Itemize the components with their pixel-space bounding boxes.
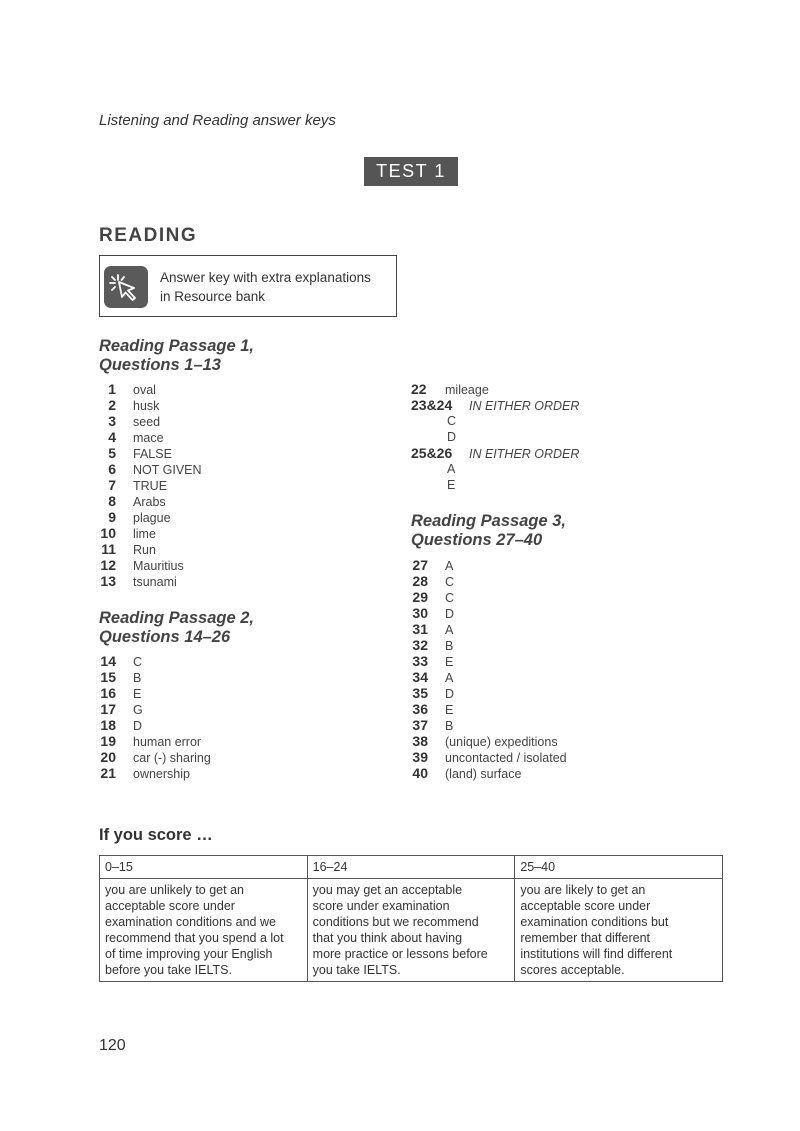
question-number: 12 [100, 557, 116, 573]
answer-value: C [445, 591, 455, 605]
question-number: 13 [100, 573, 116, 589]
score-advice [307, 879, 515, 982]
question-number: 7 [108, 477, 116, 493]
answer-value: E [445, 655, 454, 669]
answer-value: A [447, 462, 456, 476]
answer-row [99, 717, 319, 733]
score-heading: If you score … [99, 826, 213, 844]
passage-3-heading [411, 512, 566, 550]
answer-row [99, 573, 319, 589]
question-number: 6 [108, 461, 116, 477]
score-advice-line: you take IELTS. [312, 963, 401, 977]
score-range: 25–40 [515, 856, 723, 879]
answer-row [411, 573, 651, 589]
answer-value: B [133, 671, 142, 685]
answer-row [411, 717, 651, 733]
question-number: 15 [100, 669, 116, 685]
answer-row [411, 557, 651, 573]
answer-value: uncontacted / isolated [445, 751, 567, 765]
answer-row [411, 765, 651, 781]
resource-text [160, 268, 371, 306]
section-title: READING [99, 225, 198, 246]
passage-2-answers-continued [411, 381, 651, 493]
question-number: 4 [108, 429, 116, 445]
answer-row [99, 765, 319, 781]
answer-value: husk [133, 399, 160, 413]
question-number: 16 [100, 685, 116, 701]
question-number: 31 [412, 621, 428, 637]
question-number: 3 [108, 413, 116, 429]
answer-row [411, 605, 651, 621]
answer-value: E [133, 687, 142, 701]
cursor-click-icon [104, 266, 148, 308]
score-advice [100, 879, 308, 982]
question-number: 10 [100, 525, 116, 541]
score-advice-line: you are likely to get an [520, 883, 646, 897]
answer-row [99, 397, 319, 413]
passage-subtitle: Questions 27–40 [411, 531, 543, 549]
score-advice-line: recommend that you spend a lot [105, 931, 284, 945]
answer-row [411, 445, 651, 461]
answer-row [99, 685, 319, 701]
score-advice-line: institutions will find different [520, 947, 673, 961]
score-advice-line: acceptable score under [520, 899, 651, 913]
answer-value: Mauritius [133, 559, 184, 573]
answer-row [411, 733, 651, 749]
answer-value: human error [133, 735, 202, 749]
answer-value: C [133, 655, 143, 669]
passage-subtitle: Questions 14–26 [99, 628, 231, 646]
score-advice-line: examination conditions and we [105, 915, 276, 929]
passage-2-answers [99, 653, 319, 781]
question-number: 11 [101, 541, 116, 557]
answer-row [99, 381, 319, 397]
answer-value: lime [133, 527, 156, 541]
test-badge: TEST 1 [364, 157, 458, 186]
answer-value: B [445, 639, 454, 653]
resource-bank-callout [99, 255, 397, 317]
question-number: 28 [412, 573, 428, 589]
question-number: 18 [100, 717, 116, 733]
page-header-title: Listening and Reading answer keys [99, 112, 336, 129]
score-advice-line: before you take IELTS. [105, 963, 232, 977]
answer-row [99, 733, 319, 749]
question-number: 22 [411, 381, 427, 397]
score-advice-line: examination conditions but [520, 915, 669, 929]
answer-value: Run [133, 543, 156, 557]
question-number: 40 [412, 765, 428, 781]
answer-row [411, 589, 651, 605]
question-number: 8 [108, 493, 116, 509]
answer-row [99, 525, 319, 541]
answer-value: car (-) sharing [133, 751, 211, 765]
answer-row [99, 413, 319, 429]
score-table [99, 855, 723, 982]
answer-value: NOT GIVEN [133, 463, 202, 477]
answer-row [99, 669, 319, 685]
passage-title: Reading Passage 2, [99, 609, 254, 627]
passage-3-answers [411, 557, 651, 781]
answer-note: IN EITHER ORDER [469, 399, 580, 413]
score-advice-line: you are unlikely to get an [105, 883, 244, 897]
passage-1-heading [99, 337, 254, 375]
answer-value: oval [133, 383, 156, 397]
question-number: 17 [100, 701, 116, 717]
answer-value: E [445, 703, 454, 717]
answer-row [99, 653, 319, 669]
answer-row [99, 541, 319, 557]
passage-1-answers [99, 381, 319, 589]
answer-value: TRUE [133, 479, 168, 493]
score-advice-row [100, 879, 723, 982]
score-advice-line: more practice or lessons before [312, 947, 488, 961]
answer-value: E [447, 478, 456, 492]
answer-value: A [445, 559, 454, 573]
answer-value: G [133, 703, 143, 717]
answer-row [99, 461, 319, 477]
question-number: 20 [100, 749, 116, 765]
question-number: 36 [412, 701, 428, 717]
score-advice-line: acceptable score under [105, 899, 235, 913]
answer-row [411, 461, 651, 477]
answer-value: (land) surface [445, 767, 522, 781]
answer-value: C [447, 414, 457, 428]
answer-row [411, 397, 651, 413]
question-number: 30 [412, 605, 428, 621]
answer-row [99, 445, 319, 461]
answer-value: D [445, 607, 455, 621]
answer-value: tsunami [133, 575, 177, 589]
answer-value: plague [133, 511, 171, 525]
passage-2-heading [99, 609, 254, 647]
answer-value: seed [133, 415, 161, 429]
question-number: 2 [108, 397, 116, 413]
answer-value: ownership [133, 767, 190, 781]
question-number: 23&24 [411, 397, 453, 413]
passage-title: Reading Passage 3, [411, 512, 566, 530]
answer-value: FALSE [133, 447, 172, 461]
score-range: 16–24 [307, 856, 515, 879]
answer-row [99, 493, 319, 509]
answer-row [411, 477, 651, 493]
answer-row [411, 701, 651, 717]
question-number: 29 [412, 589, 428, 605]
resource-text-line: in Resource bank [160, 289, 266, 304]
question-number: 1 [108, 381, 116, 397]
passage-subtitle: Questions 1–13 [99, 356, 221, 374]
answer-value: mace [133, 431, 164, 445]
answer-value: D [445, 687, 455, 701]
score-range: 0–15 [100, 856, 308, 879]
answer-row [411, 669, 651, 685]
question-number: 34 [412, 669, 428, 685]
question-number: 9 [108, 509, 116, 525]
question-number: 25&26 [411, 445, 453, 461]
answer-value: D [447, 430, 457, 444]
answer-value: A [445, 623, 454, 637]
answer-row [99, 749, 319, 765]
answer-value: B [445, 719, 454, 733]
question-number: 37 [412, 717, 428, 733]
question-number: 21 [100, 765, 116, 781]
question-number: 27 [412, 557, 428, 573]
answer-note: IN EITHER ORDER [469, 447, 580, 461]
question-number: 39 [412, 749, 428, 765]
score-advice-line: conditions but we recommend [312, 915, 479, 929]
question-number: 35 [412, 685, 428, 701]
answer-row [411, 749, 651, 765]
score-advice-line: that you think about having [312, 931, 463, 945]
answer-row [411, 429, 651, 445]
answer-value: mileage [445, 383, 489, 397]
answer-row [99, 557, 319, 573]
question-number: 14 [100, 653, 116, 669]
answer-row [411, 621, 651, 637]
answer-row [99, 429, 319, 445]
answer-row [99, 477, 319, 493]
question-number: 5 [108, 445, 116, 461]
score-advice-line: remember that different [520, 931, 651, 945]
answer-row [411, 653, 651, 669]
page-number: 120 [99, 1037, 126, 1054]
answer-value: C [445, 575, 455, 589]
answer-value: D [133, 719, 143, 733]
score-advice [515, 879, 723, 982]
answer-row [411, 381, 651, 397]
score-range-row [100, 856, 723, 879]
resource-text-line: Answer key with extra explanations [160, 270, 371, 285]
score-advice-line: score under examination [312, 899, 450, 913]
answer-row [411, 637, 651, 653]
score-advice-line: you may get an acceptable [312, 883, 463, 897]
question-number: 32 [412, 637, 428, 653]
question-number: 38 [412, 733, 428, 749]
question-number: 19 [100, 733, 116, 749]
question-number: 33 [412, 653, 428, 669]
answer-row [411, 685, 651, 701]
answer-row [99, 509, 319, 525]
passage-title: Reading Passage 1, [99, 337, 254, 355]
answer-row [411, 413, 651, 429]
score-advice-line: scores acceptable. [520, 963, 625, 977]
answer-value: A [445, 671, 454, 685]
answer-value: Arabs [133, 495, 166, 509]
score-advice-line: of time improving your English [105, 947, 273, 961]
answer-value: (unique) expeditions [445, 735, 558, 749]
answer-row [99, 701, 319, 717]
